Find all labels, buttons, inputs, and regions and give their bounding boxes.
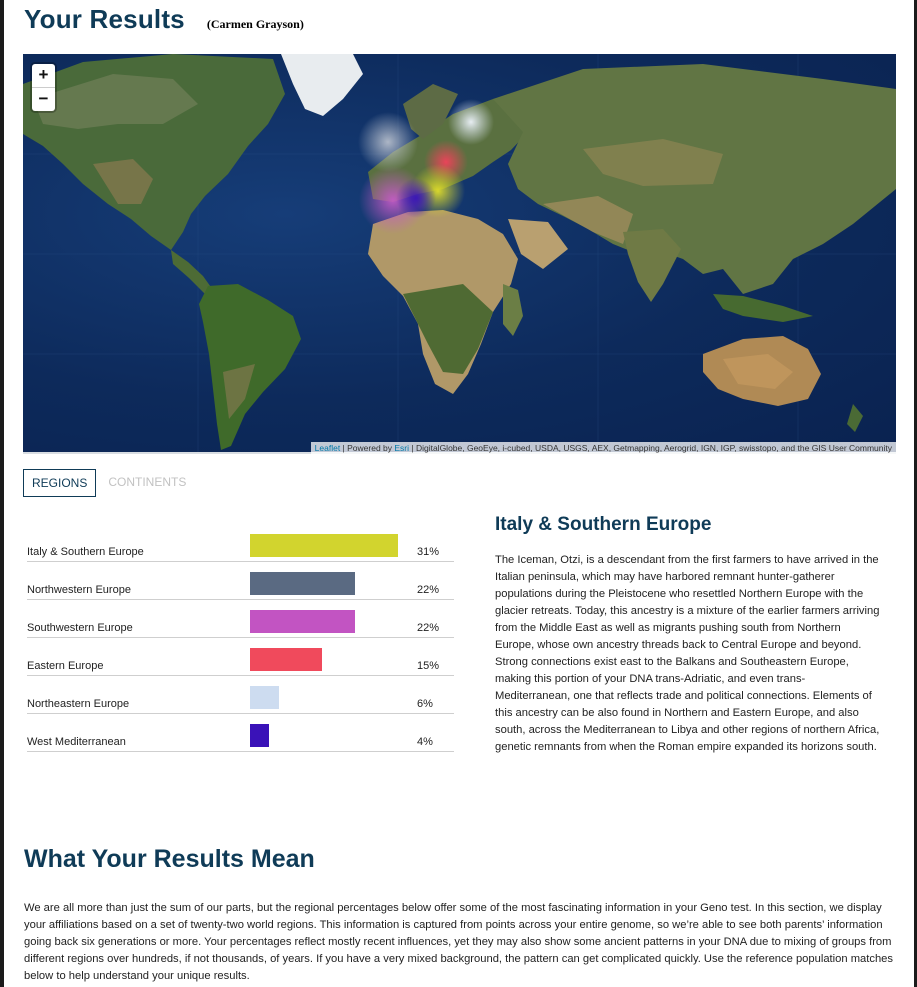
region-row[interactable]: [27, 524, 454, 562]
leaflet-link[interactable]: Leaflet: [314, 443, 341, 453]
region-label: Southwestern Europe: [27, 622, 133, 634]
region-percent: 4%: [417, 736, 433, 748]
region-percent: 22%: [417, 584, 440, 596]
region-percent: 22%: [417, 622, 440, 634]
result-tabs: [23, 469, 194, 497]
esri-link[interactable]: Esri: [394, 443, 410, 453]
zoom-in-button[interactable]: +: [38, 65, 49, 84]
region-percent: 15%: [417, 660, 440, 672]
region-label: West Mediterranean: [27, 736, 126, 748]
attribution-powered: | Powered by: [340, 443, 395, 453]
attribution-sources: | DigitalGlobe, GeoEye, i-cubed, USDA, USGS, AEX, Getmapping, Aerogrid, IGN, IGP, swisstopo, and the GIS User Community: [409, 443, 892, 453]
region-detail-text: The Iceman, Otzi, is a descendant from the first farmers to have arrived in the Italian peninsula, which may have harbored remnant hunter-gatherer populations during the Pleistocene who resettled Northern Europe with the glacier retreats. Today, this ancestry is a mixture of the earlier farmers arriving from the Middle East as well as migrants pushing south from Northern Europe, whose own ancestry threads back to Central Europe and beyond. Strong connections exist east to the Balkans and Southeastern Europe, making this portion of your DNA trans-Adriatic, and even trans-Mediterranean, one that reflects trade and political connections. Elements of this ancestry can be also found in Northern and Eastern Europe, and also south, across the Mediterranean to Libya and other regions of northern Africa, genetic remnants from when the Roman empire expanded its horizons south.: [495, 554, 880, 753]
marker-northeastern-europe: [448, 99, 494, 145]
region-bar: [250, 610, 355, 633]
zoom-out-button[interactable]: −: [32, 87, 55, 111]
region-label: Northeastern Europe: [27, 698, 130, 710]
marker-west-mediterranean: [396, 178, 436, 218]
region-row[interactable]: [27, 600, 454, 638]
region-percent: 6%: [417, 698, 433, 710]
region-bar: [250, 572, 355, 595]
region-bar: [250, 534, 398, 557]
region-row[interactable]: [27, 714, 454, 752]
region-bar: [250, 724, 269, 747]
section-title: What Your Results Mean: [24, 845, 315, 873]
region-bar-list: [27, 524, 454, 752]
region-detail-title: Italy & Southern Europe: [495, 514, 712, 535]
page-title: Your Results: [24, 4, 185, 34]
region-label: Italy & Southern Europe: [27, 546, 144, 558]
tab-regions[interactable]: REGIONS: [23, 469, 96, 497]
tab-continents[interactable]: CONTINENTS: [108, 475, 187, 489]
region-row[interactable]: [27, 638, 454, 676]
zoom-control: [32, 64, 55, 111]
region-percent: 31%: [417, 546, 440, 558]
user-name: (Carmen Grayson): [206, 17, 304, 31]
world-map[interactable]: [23, 54, 896, 454]
region-label: Northwestern Europe: [27, 584, 131, 596]
region-label: Eastern Europe: [27, 660, 104, 672]
greenland: [281, 54, 363, 116]
region-row[interactable]: [27, 676, 454, 714]
marker-northwestern-europe: [358, 112, 418, 172]
region-row[interactable]: [27, 562, 454, 600]
map-attribution: [311, 442, 896, 454]
region-detail: [495, 514, 880, 756]
region-bar: [250, 686, 279, 709]
section-text: We are all more than just the sum of our parts, but the regional percentages below offer some of the most fascinating information in your Geno test. In this section, we display your affiliations based on a set of twenty-two world regions. This information is captured from points across your entire genome, so we’re able to see both parents’ information going back six generations or more. Your percentages reflect mostly recent influences, yet they may also show some ancient patterns in your DNA due to mixing of groups from different regions over hundreds, if not thousands, of years. If you have a very mixed background, the pattern can get complicated quickly. Use the reference population matches below to help understand your unique results.: [24, 902, 893, 982]
page-header: [24, 4, 304, 35]
region-bar: [250, 648, 322, 671]
map-tiles: [23, 54, 896, 454]
results-meaning-section: [24, 845, 904, 985]
